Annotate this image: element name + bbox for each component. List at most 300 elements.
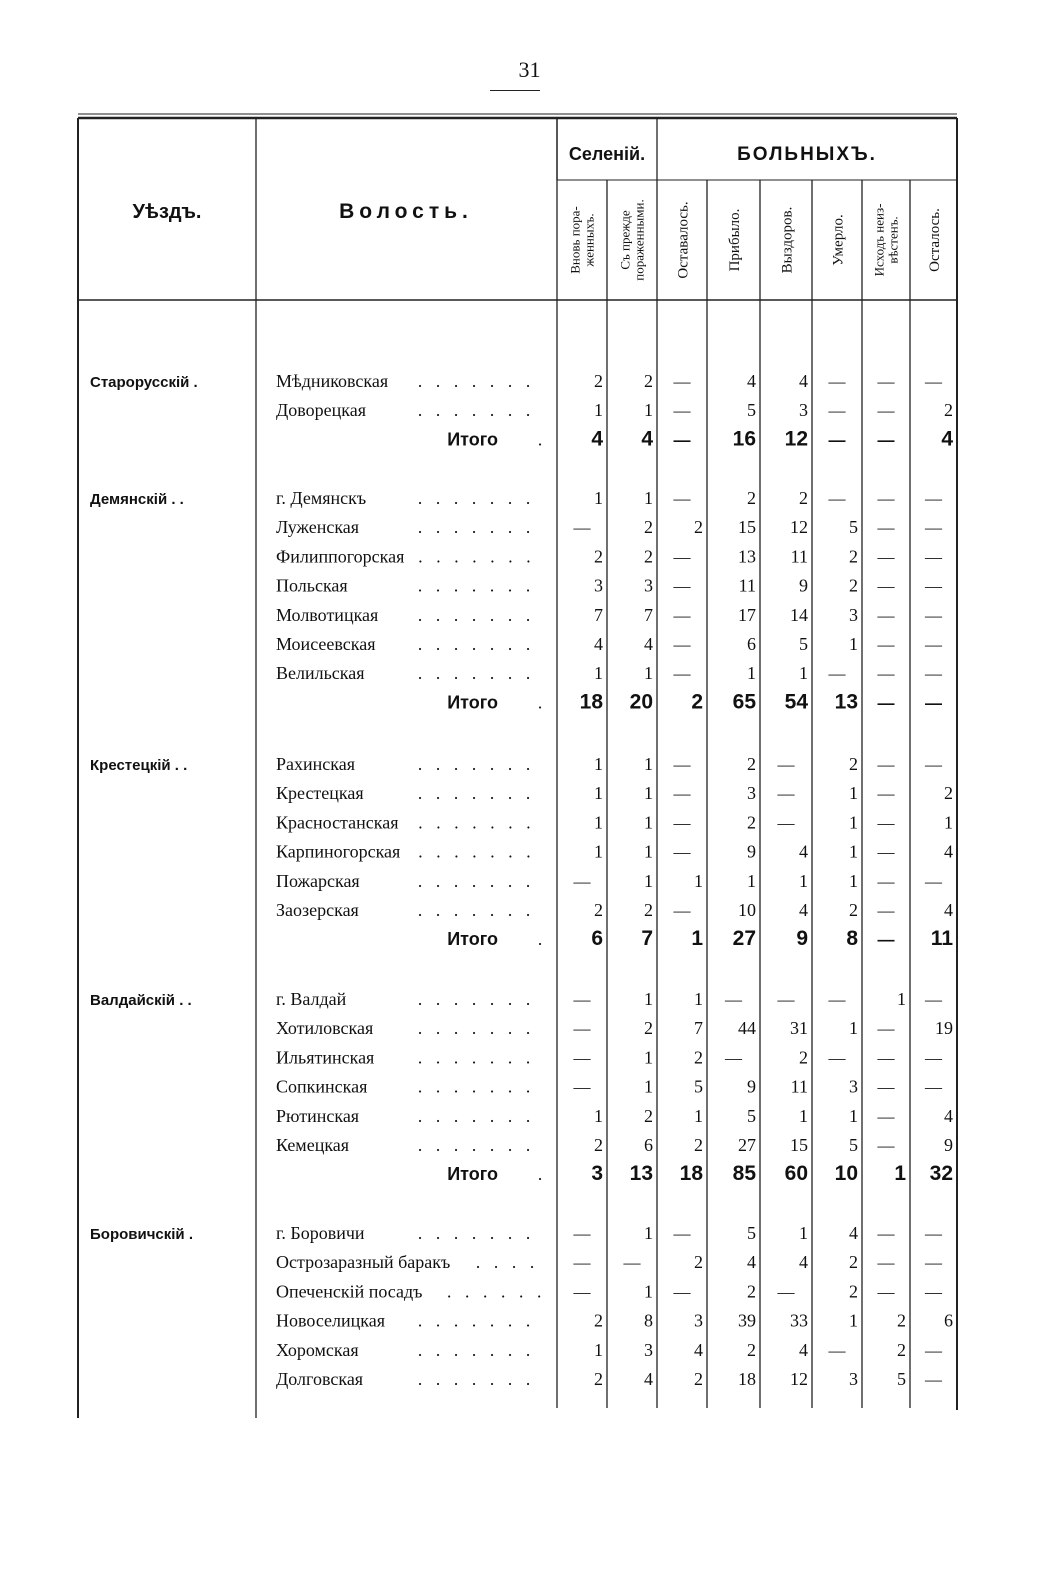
cell-value: 3	[799, 400, 808, 421]
leader-dot: .	[511, 1253, 517, 1273]
cell-value: 14	[790, 604, 808, 625]
leader-dot: .	[471, 842, 477, 862]
leader-dot: .	[453, 901, 459, 920]
leader-dot: .	[417, 813, 423, 833]
cell-value: —	[828, 1340, 846, 1360]
cell-value: 1	[694, 870, 703, 891]
table-row	[276, 1135, 953, 1155]
cell-value: —	[877, 664, 895, 684]
cell-value: 3	[849, 1076, 858, 1097]
cell-value: —	[828, 372, 846, 391]
leader-dot: .	[525, 842, 531, 862]
leader-dot: .	[525, 813, 531, 833]
cell-value: 4	[641, 427, 653, 451]
leader-dot: .	[471, 1340, 477, 1360]
uezd-name: Демянскій . .	[90, 491, 184, 508]
leader-dot: .	[475, 1253, 481, 1273]
leader-dot: .	[489, 547, 495, 567]
cell-value: 9	[799, 575, 808, 596]
leader-dot: .	[525, 547, 531, 567]
table-row	[276, 812, 953, 832]
column-header	[779, 207, 795, 274]
cell-value: 3	[747, 783, 756, 804]
cell-value: —	[725, 990, 742, 1009]
cell-value: 60	[784, 1162, 808, 1186]
leader-dot: .	[493, 1253, 499, 1273]
cell-value: —	[877, 547, 895, 567]
leader-dot: .	[435, 1224, 441, 1243]
cell-value: 3	[644, 575, 653, 596]
leader-dot: .	[507, 1136, 513, 1155]
cell-value: —	[877, 930, 895, 950]
leader-dot: .	[453, 1340, 459, 1360]
cell-value: 6	[747, 634, 756, 654]
leader-dot: .	[507, 1077, 513, 1097]
leader-dots	[417, 1370, 530, 1389]
table-row	[276, 546, 943, 566]
cell-value: 4	[799, 371, 808, 391]
cell-value: —	[777, 813, 795, 833]
leader-dot: .	[453, 489, 459, 508]
cell-value: —	[573, 1282, 591, 1302]
cell-value: —	[925, 635, 942, 654]
volost-name: Хоромская	[276, 1339, 359, 1360]
volost-name: Сопкинская	[276, 1076, 368, 1097]
leader-dot: .	[507, 1311, 513, 1331]
cell-value: —	[673, 401, 691, 421]
leader-dot: .	[453, 871, 459, 891]
table-row	[276, 517, 943, 537]
leader-dot: .	[435, 1048, 441, 1068]
leader-dots	[418, 843, 531, 862]
leader-dot: .	[525, 576, 531, 596]
table-row	[276, 1252, 943, 1272]
cell-value: 1	[849, 1018, 858, 1039]
leader-dot: .	[525, 1048, 531, 1068]
cell-value: 18	[679, 1162, 703, 1186]
leader-dot: .	[489, 901, 495, 920]
leader-dot: .	[507, 1106, 513, 1126]
cell-value: 2	[594, 546, 603, 567]
leader-dot: .	[489, 605, 495, 625]
column-header-line: женныхъ.	[581, 213, 597, 267]
cell-value: 1	[644, 1281, 653, 1302]
cell-value: —	[673, 489, 691, 508]
cell-value: 1	[747, 870, 756, 891]
leader-dot: .	[471, 635, 477, 654]
leader-dot: .	[435, 784, 441, 804]
leader-dot: .	[525, 605, 531, 625]
cell-value: 4	[694, 1339, 703, 1360]
cell-value: —	[877, 518, 895, 538]
column-header-line: Съ прежде	[617, 210, 633, 270]
leader-dots	[447, 1282, 542, 1301]
volost-name: Моисеевская	[276, 634, 376, 654]
cell-value: 20	[629, 690, 653, 714]
volost-name: г. Валдай	[276, 989, 347, 1009]
cell-value: —	[673, 755, 691, 774]
leader-dot: .	[489, 1048, 495, 1068]
cell-value: 1	[747, 663, 756, 684]
cell-value: 9	[747, 1076, 756, 1097]
leader-dot: .	[464, 1282, 470, 1302]
cell-value: 3	[694, 1310, 703, 1331]
cell-value: 9	[747, 841, 756, 862]
leader-dot: .	[417, 990, 423, 1009]
table-row	[276, 1369, 943, 1389]
table-row	[276, 605, 943, 625]
cell-value: 1	[644, 1223, 653, 1243]
leader-dot: .	[435, 1019, 441, 1039]
column-header-line: Прибыло.	[726, 208, 743, 272]
leader-dot: .	[417, 1019, 423, 1039]
cell-value: —	[877, 842, 895, 862]
leader-dot: .	[507, 576, 513, 596]
cell-value: 39	[738, 1310, 756, 1331]
cell-value: —	[925, 1253, 942, 1273]
cell-value: 1	[644, 754, 653, 774]
cell-value: 1	[849, 1310, 858, 1331]
leader-dot: .	[435, 401, 441, 421]
cell-value: 1	[594, 812, 603, 833]
leader-dots	[417, 1048, 530, 1067]
volost-name: Опеченскій посадъ	[276, 1281, 423, 1302]
leader-dot: .	[507, 547, 513, 567]
leader-dot: .	[417, 372, 423, 391]
cell-value: —	[673, 372, 691, 391]
leader-dot: .	[417, 842, 423, 862]
cell-value: 2	[644, 517, 653, 538]
leader-dot: .	[507, 1340, 513, 1360]
cell-value: —	[877, 1106, 895, 1126]
cell-value: —	[877, 1224, 895, 1243]
cell-value: 54	[784, 690, 808, 714]
cell-value: 4	[941, 427, 953, 451]
leader-dots	[417, 1341, 530, 1360]
leader-dot: .	[453, 518, 459, 538]
leader-dot: .	[507, 489, 513, 508]
cell-value: 1	[594, 1105, 603, 1126]
uezd-name: Валдайскій . .	[90, 992, 192, 1009]
leader-dot: .	[525, 401, 531, 421]
leader-dot: .	[525, 664, 531, 684]
leader-dots	[417, 577, 530, 596]
leader-dot: .	[435, 1311, 441, 1331]
leader-dot: .	[417, 1077, 423, 1097]
volost-name: Мѣдниковская	[276, 371, 389, 391]
cell-value: —	[925, 693, 942, 713]
cell-value: 5	[747, 1223, 756, 1243]
volost-name: Пожарская	[276, 870, 360, 891]
leader-dot: .	[489, 576, 495, 596]
leader-dot: .	[435, 518, 441, 538]
cell-value: —	[877, 489, 895, 508]
volost-name: Молвотицкая	[276, 604, 379, 625]
table-row	[276, 488, 943, 508]
cell-value: —	[573, 518, 591, 538]
table-row	[276, 634, 943, 654]
uezd-group	[90, 1223, 953, 1389]
cell-value: 2	[849, 575, 858, 596]
leader-dot: .	[525, 901, 531, 920]
cell-value: —	[828, 489, 846, 508]
cell-value: —	[673, 901, 691, 920]
leader-dot: .	[453, 813, 459, 833]
cell-value: —	[573, 1077, 591, 1097]
cell-value: 1	[849, 634, 858, 654]
leader-dot: .	[417, 605, 423, 625]
cell-value: 9	[944, 1135, 953, 1155]
leader-dot: .	[453, 372, 459, 391]
cell-value: —	[925, 1282, 942, 1302]
leader-dot: .	[471, 813, 477, 833]
cell-value: —	[877, 693, 895, 713]
cell-value: 2	[644, 371, 653, 391]
leader-dots	[417, 635, 530, 654]
cell-value: —	[877, 1253, 895, 1273]
cell-value: 4	[594, 634, 603, 654]
column-header-line: Выздоров.	[779, 206, 796, 274]
cell-value: 5	[849, 517, 858, 538]
leader-dot: .	[507, 518, 513, 538]
leader-dot: .	[489, 1370, 495, 1389]
table-row	[276, 783, 953, 803]
cell-value: 16	[732, 427, 756, 451]
leader-dot: .	[417, 784, 423, 804]
leader-dots	[418, 813, 531, 832]
seleniy-group-header: Селеній.	[568, 144, 646, 164]
table-row	[276, 1018, 953, 1038]
leader-dot: .	[489, 635, 495, 654]
uezd-header: Уѣздъ.	[132, 201, 202, 223]
cell-value: 2	[694, 1047, 703, 1068]
leader-dot: .	[500, 1282, 506, 1302]
leader-dot: .	[435, 755, 441, 774]
leader-dot: .	[489, 842, 495, 862]
leader-dot: .	[507, 784, 513, 804]
leader-dot: .	[507, 1048, 513, 1068]
cell-value: —	[673, 784, 691, 804]
leader-dot: .	[489, 401, 495, 421]
leader-dot: .	[507, 813, 513, 833]
cell-value: 2	[747, 812, 756, 833]
cell-value: 2	[944, 783, 953, 804]
cell-value: —	[877, 1077, 895, 1097]
leader-dots	[417, 872, 530, 891]
cell-value: 1	[644, 1047, 653, 1068]
leader-dots	[417, 489, 530, 508]
cell-value: —	[877, 372, 895, 391]
cell-value: 1	[594, 1339, 603, 1360]
table-row	[276, 1340, 943, 1360]
cell-value: —	[925, 755, 942, 774]
cell-value: 5	[897, 1369, 906, 1389]
column-header	[568, 206, 597, 274]
leader-dot: .	[507, 1370, 513, 1389]
leader-dot: .	[536, 1282, 542, 1302]
cell-value: —	[828, 430, 846, 450]
volost-name: Луженская	[276, 517, 360, 538]
leader-dot: .	[417, 1048, 423, 1068]
leader-dot: .	[453, 1019, 459, 1039]
leader-dot: .	[507, 605, 513, 625]
leader-dots	[417, 1312, 530, 1331]
leader-dot: .	[537, 930, 543, 950]
cell-value: —	[877, 1136, 895, 1155]
cell-value: —	[828, 990, 846, 1009]
cell-value: 4	[591, 427, 603, 451]
leader-dot: .	[489, 518, 495, 538]
uezd-group	[90, 371, 953, 450]
cell-value: —	[877, 635, 895, 654]
leader-dot: .	[489, 990, 495, 1009]
cell-value: —	[673, 1282, 691, 1302]
cell-value: 2	[594, 1369, 603, 1389]
leader-dot: .	[453, 1077, 459, 1097]
leader-dot: .	[525, 1136, 531, 1155]
leader-dot: .	[417, 755, 423, 774]
leader-dot: .	[417, 576, 423, 596]
leader-dot: .	[435, 1136, 441, 1155]
cell-value: —	[673, 576, 691, 596]
cell-value: —	[673, 605, 691, 625]
cell-value: 2	[694, 1135, 703, 1155]
leader-dot: .	[417, 401, 423, 421]
table-header	[132, 144, 942, 281]
cell-value: 7	[644, 604, 653, 625]
leader-dot: .	[507, 871, 513, 891]
leader-dot: .	[453, 755, 459, 774]
cell-value: 4	[799, 1252, 808, 1273]
leader-dots	[417, 784, 530, 803]
leader-dot: .	[435, 576, 441, 596]
cell-value: 3	[849, 604, 858, 625]
cell-value: —	[573, 1224, 591, 1243]
leader-dot: .	[525, 1370, 531, 1389]
leader-dot: .	[471, 489, 477, 508]
cell-value: —	[573, 1253, 591, 1273]
column-header	[675, 201, 691, 278]
cell-value: 9	[796, 927, 808, 951]
volost-name: Доворецкая	[276, 400, 367, 421]
column-header-line: Вновь пора-	[567, 206, 583, 274]
cell-value: 2	[849, 754, 858, 774]
leader-dot: .	[453, 784, 459, 804]
cell-value: —	[925, 576, 942, 596]
leader-dot: .	[507, 1224, 513, 1243]
leader-dot: .	[525, 1077, 531, 1097]
leader-dot: .	[453, 605, 459, 625]
cell-value: 7	[641, 927, 653, 951]
leader-dot: .	[525, 990, 531, 1009]
cell-value: —	[925, 489, 942, 508]
volost-header: Волость.	[339, 200, 473, 223]
leader-dot: .	[489, 784, 495, 804]
leader-dot: .	[435, 990, 441, 1009]
cell-value: 33	[790, 1310, 808, 1331]
leader-dot: .	[489, 1311, 495, 1331]
table-row	[276, 1047, 943, 1067]
total-label: Итого	[447, 692, 498, 713]
cell-value: 10	[834, 1162, 858, 1186]
uezd-group	[90, 754, 953, 950]
volost-name: Польская	[276, 575, 348, 596]
leader-dot: .	[453, 1224, 459, 1243]
cell-value: 18	[738, 1369, 756, 1389]
cell-value: 18	[579, 690, 603, 714]
cell-value: 1	[691, 927, 703, 951]
cell-value: 2	[594, 371, 603, 391]
table-row	[276, 1311, 953, 1331]
cell-value: 65	[732, 690, 756, 714]
cell-value: 13	[738, 546, 756, 567]
cell-value: 31	[790, 1018, 808, 1039]
cell-value: —	[828, 1048, 846, 1068]
volost-name: Острозаразный баракъ	[276, 1252, 451, 1273]
uezd-group	[90, 488, 943, 713]
cell-value: 2	[691, 690, 703, 714]
leader-dot: .	[417, 1340, 423, 1360]
cell-value: 1	[849, 1105, 858, 1126]
cell-value: 2	[644, 546, 653, 567]
cell-value: —	[573, 1048, 591, 1068]
leader-dot: .	[489, 1077, 495, 1097]
cell-value: 4	[799, 900, 808, 920]
cell-value: 1	[644, 1076, 653, 1097]
volost-name: Хотиловская	[276, 1018, 374, 1039]
leader-dots	[417, 606, 530, 625]
table-row	[276, 1106, 953, 1126]
cell-value: 3	[594, 575, 603, 596]
cell-value: 1	[644, 783, 653, 804]
leader-dot: .	[525, 635, 531, 654]
leader-dots	[417, 664, 530, 683]
leader-dot: .	[525, 871, 531, 891]
cell-value: 1	[849, 870, 858, 891]
leader-dot: .	[417, 489, 423, 508]
cell-value: —	[925, 547, 942, 567]
total-row	[447, 927, 953, 950]
leader-dot: .	[471, 1311, 477, 1331]
leader-dot: .	[435, 1077, 441, 1097]
cell-value: 12	[790, 1369, 808, 1389]
column-header	[927, 208, 943, 272]
leader-dots	[417, 372, 530, 391]
leader-dot: .	[489, 1106, 495, 1126]
leader-dot: .	[471, 518, 477, 538]
leader-dot: .	[417, 518, 423, 538]
cell-value: 1	[849, 812, 858, 833]
cell-value: 4	[944, 900, 953, 920]
cell-value: 4	[849, 1223, 858, 1243]
cell-value: 2	[747, 488, 756, 508]
cell-value: 19	[935, 1018, 953, 1039]
cell-value: 13	[629, 1162, 653, 1186]
column-header	[830, 214, 846, 266]
cell-value: 7	[694, 1018, 703, 1039]
leader-dot: .	[453, 1106, 459, 1126]
volost-name: г. Боровичи	[276, 1223, 365, 1243]
cell-value: —	[925, 518, 942, 538]
table-row	[276, 400, 953, 420]
uezd-group	[90, 989, 953, 1185]
cell-value: 13	[834, 690, 858, 714]
cell-value: 6	[644, 1135, 653, 1155]
table-row	[276, 576, 943, 596]
column-header-line: пораженными.	[631, 199, 647, 281]
cell-value: —	[673, 813, 691, 833]
uezd-name: Крестецкій . .	[90, 757, 188, 774]
